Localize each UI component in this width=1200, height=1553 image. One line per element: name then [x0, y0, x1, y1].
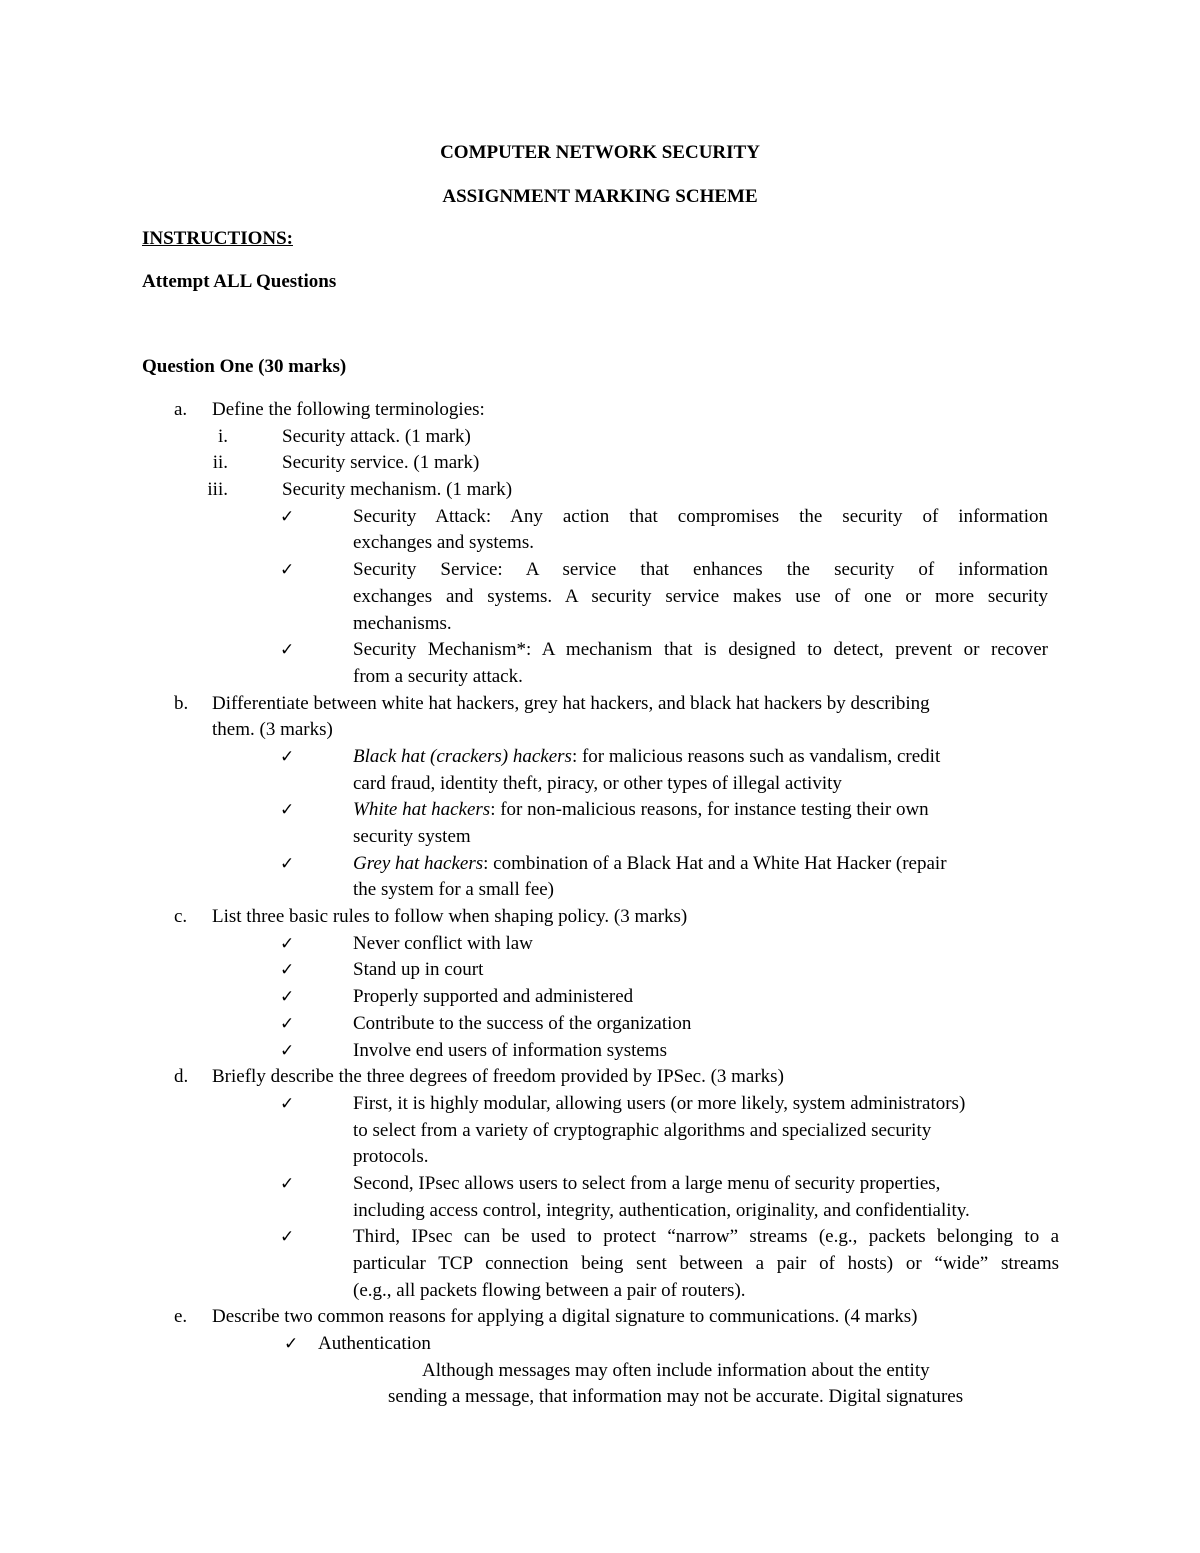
- checkmark-icon: ✓: [280, 640, 295, 661]
- question-c-label: c.: [174, 906, 188, 928]
- sub-item-text: Security attack. (1 mark): [282, 425, 471, 447]
- question-b-continued: [0, 717, 1200, 744]
- answer-line: [0, 957, 1200, 984]
- answer-text: Never conflict with law: [353, 932, 533, 954]
- question-one-heading: Question One (30 marks): [142, 356, 347, 377]
- answer-line: [0, 1144, 1200, 1171]
- checkmark-icon: ✓: [280, 746, 295, 767]
- sub-item: [0, 450, 1200, 477]
- answer-text: exchanges and systems. A security service makes use of one or more security: [353, 585, 1048, 607]
- question-one-body: [0, 397, 1200, 1411]
- answer-text: sending a message, that information may not be accurate. Digital signatures: [388, 1386, 964, 1408]
- answer-line: [0, 931, 1200, 958]
- answer-line: [0, 1038, 1200, 1065]
- answer-line: [0, 584, 1200, 611]
- answer-line: [0, 984, 1200, 1011]
- answer-line: [0, 851, 1200, 878]
- answer-description: : for malicious reasons such as vandalism, credit: [571, 745, 941, 767]
- answer-line: [0, 530, 1200, 557]
- answer-text: including access control, integrity, authentication, originality, and confidentiality.: [353, 1199, 970, 1221]
- question-b-label: b.: [174, 692, 189, 714]
- answer-text: [353, 797, 929, 824]
- answer-text: First, it is highly modular, allowing users (or more likely, system administrators): [353, 1092, 966, 1114]
- question-b: [0, 691, 1200, 718]
- answer-line: [0, 1011, 1200, 1038]
- answer-description: : for non-malicious reasons, for instance testing their own: [490, 799, 929, 821]
- checkmark-icon: ✓: [280, 1227, 295, 1248]
- question-a: [0, 397, 1200, 424]
- attempt-instruction: Attempt ALL Questions: [142, 271, 337, 292]
- answer-line: [0, 1384, 1200, 1411]
- answer-text: from a security attack.: [353, 665, 523, 687]
- answer-term: Black hat (crackers) hackers: [353, 745, 572, 767]
- question-d-label: d.: [174, 1066, 189, 1088]
- answer-term: Grey hat hackers: [353, 852, 484, 874]
- answer-line: [0, 877, 1200, 904]
- answer-line: [0, 771, 1200, 798]
- checkmark-icon: ✓: [280, 933, 295, 954]
- answer-line: [0, 504, 1200, 531]
- answer-line: [0, 1171, 1200, 1198]
- question-d-text: Briefly describe the three degrees of freedom provided by IPSec. (3 marks): [212, 1066, 784, 1088]
- answer-line: [0, 557, 1200, 584]
- answer-line: [0, 1251, 1200, 1278]
- checkmark-icon: ✓: [284, 1334, 299, 1355]
- answer-text: card fraud, identity theft, piracy, or other types of illegal activity: [353, 772, 842, 794]
- answer-title: Authentication: [318, 1333, 431, 1355]
- answer-text: security system: [353, 826, 471, 847]
- answer-line: [0, 611, 1200, 638]
- checkmark-icon: ✓: [280, 987, 295, 1008]
- question-b-text: Differentiate between white hat hackers, grey hat hackers, and black hat hackers by describing: [212, 692, 930, 714]
- sub-item-number: ii.: [212, 452, 228, 474]
- checkmark-icon: ✓: [280, 560, 295, 581]
- question-e-text: Describe two common reasons for applying a digital signature to communications. (4 marks): [212, 1306, 918, 1328]
- sub-item: [0, 477, 1200, 504]
- question-b-text: them. (3 marks): [212, 719, 333, 741]
- answer-line: [0, 1224, 1200, 1251]
- document-title: COMPUTER NETWORK SECURITY: [440, 142, 760, 163]
- answer-text: to select from a variety of cryptographic algorithms and specialized security: [353, 1119, 932, 1141]
- answer-term: White hat hackers: [353, 799, 491, 821]
- checkmark-icon: ✓: [280, 1013, 295, 1034]
- answer-line: [0, 744, 1200, 771]
- answer-line: [0, 1278, 1200, 1305]
- answer-text: Properly supported and administered: [353, 986, 634, 1008]
- question-c: [0, 904, 1200, 931]
- question-a-label: a.: [174, 399, 188, 420]
- answer-line: [0, 1118, 1200, 1145]
- question-a-text: Define the following terminologies:: [212, 399, 485, 420]
- question-e: [0, 1304, 1200, 1331]
- answer-line: [0, 637, 1200, 664]
- answer-text: Involve end users of information systems: [353, 1039, 667, 1061]
- answer-text: (e.g., all packets flowing between a pair of routers).: [353, 1279, 746, 1301]
- checkmark-icon: ✓: [280, 853, 295, 874]
- question-d: [0, 1064, 1200, 1091]
- answer-text: [353, 851, 947, 878]
- answer-line: [0, 797, 1200, 824]
- answer-text: Stand up in court: [353, 959, 484, 981]
- answer-line: [0, 664, 1200, 691]
- answer-text: exchanges and systems.: [353, 532, 534, 554]
- answer-text: Security Mechanism*: A mechanism that is designed to detect, prevent or recover: [353, 639, 1048, 661]
- sub-item: [0, 424, 1200, 451]
- sub-item-number: i.: [217, 425, 228, 447]
- answer-line: [0, 1198, 1200, 1225]
- answer-text: [353, 744, 940, 771]
- answer-text: particular TCP connection being sent between a pair of hosts) or “wide” streams: [353, 1253, 1059, 1274]
- checkmark-icon: ✓: [280, 1040, 295, 1061]
- answer-text: the system for a small fee): [353, 879, 555, 901]
- checkmark-icon: ✓: [280, 506, 295, 527]
- checkmark-icon: ✓: [280, 1173, 295, 1194]
- answer-text: Second, IPsec allows users to select from a large menu of security properties,: [353, 1172, 941, 1194]
- sub-item-text: Security mechanism. (1 mark): [282, 479, 513, 501]
- sub-item-text: Security service. (1 mark): [282, 452, 480, 474]
- answer-description: : combination of a Black Hat and a White Hat Hacker (repair: [483, 852, 947, 874]
- instructions-heading: INSTRUCTIONS:: [142, 228, 293, 249]
- answer-line: [0, 1331, 1200, 1358]
- answer-text: Security Service: A service that enhances the security of information: [353, 559, 1048, 581]
- answer-text: Security Attack: Any action that compromises the security of information: [353, 505, 1048, 527]
- question-c-text: List three basic rules to follow when shaping policy. (3 marks): [212, 906, 688, 928]
- answer-text: Contribute to the success of the organization: [353, 1012, 692, 1034]
- answer-line: [0, 1091, 1200, 1118]
- sub-item-number: iii.: [207, 479, 228, 501]
- checkmark-icon: ✓: [280, 800, 295, 821]
- answer-text: protocols.: [353, 1146, 429, 1168]
- document-subtitle: ASSIGNMENT MARKING SCHEME: [442, 186, 758, 207]
- answer-text: Third, IPsec can be used to protect “narrow” streams (e.g., packets belonging to a: [353, 1226, 1059, 1248]
- answer-line: [0, 1358, 1200, 1385]
- answer-text: mechanisms.: [353, 612, 452, 634]
- answer-line: [0, 824, 1200, 851]
- question-e-label: e.: [174, 1306, 188, 1328]
- checkmark-icon: ✓: [280, 1093, 295, 1114]
- checkmark-icon: ✓: [280, 960, 295, 981]
- answer-text: Although messages may often include information about the entity: [422, 1359, 930, 1381]
